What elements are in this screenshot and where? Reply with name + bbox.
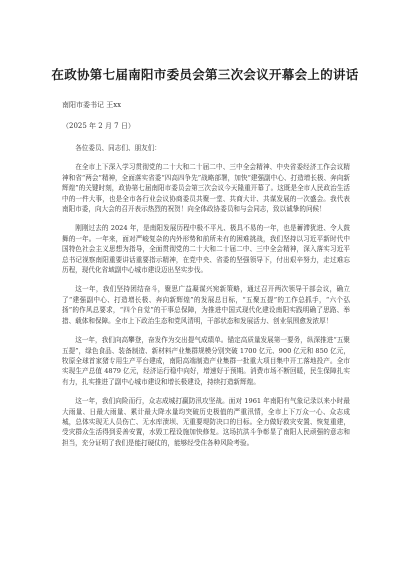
date-line: （2025 年 2 月 7 日） [62,122,135,130]
paragraph: 在全市上下深入学习贯彻党的二十大和二十届二中、三中全会精神、中央省委经济工作会议精神和省“两会”精神，全面落实省委“四高四争先”战略部署，加快“建强副中心、打造增长极、奔向新辉煌”的关键时刻，政协第七届南阳市委员会第三次会议今天隆重开幕了。这既是全市人民政治生活中的一件大事，也是全市各行业会议协商委员共聚一堂、共商大计、共谋发展的一次盛会。我代表南阳市委，向大会的召开表示热烈的祝贺！向全体政协委员和与会同志，致以诚挚的问候！ [62,163,350,214]
document-title: 在政协第七届南阳市委员会第三次会议开幕会上的讲话 [51,67,359,82]
author-line: 南阳市委书记 王xx [62,101,122,109]
salutation: 各位委员、同志们、朋友们： [75,144,161,152]
paragraph: 刚刚过去的 2024 年，是南阳发展历程中极不平凡、极具不易的一年，也是蓄滞犹进、令人鼓舞的一年。一年来，面对严峻复杂的内外形势和前所未有的困难挑战，我们坚持以习近平新时代中国特色社会主义思想为指导，全面贯彻党的二十大和二十届二中、三中全会精神，深入落实习近平总书记视察南阳重要讲话重要指示精神，在党中央、省委的坚强领导下，付出艰辛努力，走过难忘历程，现代化省域副中心城市建设迈出坚实步伐。 [62,224,350,275]
paragraph: 这一年，我们向险而行，众志成城打赢防汛攻坚战。面对 1961 年南阳有气象记录以来小时最大雨量、日最大雨量、累计最大降水量均突破历史极值的严重汛情，全市上下万众一心、众志成城，总体实现无人员伤亡、无水库溃坝、无重要堤防决口的目标。全力做好救灾安置、恢复重建，受灾群众生活得到妥善安置，水毁工程设施加快修复。这场抗洪斗争彰显了南阳人民顽强的意志和担当，充分证明了我们是能打硬仗的，能够经受住各种风险考验。 [62,397,350,447]
paragraph: 这一年，我们坚持团结奋斗，聚思广益凝谋兴宛新策略，通过召开两次领导干部会议，确立了“建强副中心、打造增长极、奔向新辉煌”的发展总目标，“五聚五提”的工作总抓手，“六个弘扬”的作风总要求，“四个自觉”的干事总保障，为推进中国式现代化建设南阳实践明确了思路、举措、载体和保障。全市上下政治生态和党风清明，干部状态和发展活力、创业氛围愈发浓厚！ [62,285,350,325]
paragraph: 这一年，我们向高攀登，奋发作为交出提气成绩单。锚定高质量发展第一要务，纵深推进“五聚五提”，绿色食品、装备制造、新材料产业集群规模分别突破 1700 亿元、900 亿元和 850 亿元，牧原全球首家猪专用生产平台建成，南阳高端制造产业集群一批重大项目集中开工落地投产。全市实现生产总值 4879 亿元，经济运行稳中向好，增速好于预期。消费市场不断回暖，民生保障扎实有力，扎实推进了副中心城市建设和增长极建设，持续打造新辉煌。 [62,336,350,386]
document-body [62,143,350,457]
